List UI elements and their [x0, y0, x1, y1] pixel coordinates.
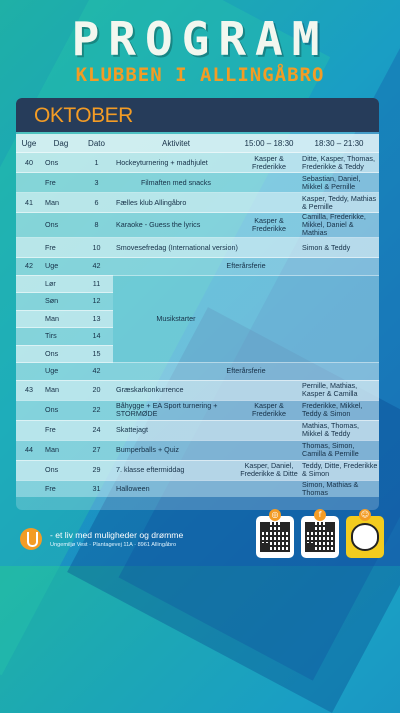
cell-late: Simon, Mathias & Thomas — [299, 480, 379, 497]
cell-late: Teddy, Ditte, Frederikke & Simon — [299, 460, 379, 480]
cell-dato: 42 — [80, 363, 113, 381]
cell-late: Camilla, Frederikke, Mikkel, Daniel & Mathias — [299, 213, 379, 238]
cell-dato: 8 — [80, 213, 113, 238]
cell-late: Pernille, Mathias, Kasper & Camilla — [299, 380, 379, 400]
musikstarter-cell: Musikstarter — [113, 275, 239, 363]
cell-dag: Man — [42, 193, 80, 213]
cell-early: Kasper & Frederikke — [239, 213, 299, 238]
table-row — [16, 480, 379, 497]
cell-uge: 43 — [16, 380, 42, 400]
table-row — [16, 400, 379, 420]
cell-aktivitet: Halloween — [113, 480, 239, 497]
program-panel — [16, 98, 379, 510]
cell-uge: 40 — [16, 153, 42, 173]
cell-uge — [16, 420, 42, 440]
month-header — [16, 98, 379, 132]
table-row — [16, 258, 379, 276]
cell-uge — [16, 238, 42, 258]
cell-dato: 13 — [80, 310, 113, 328]
cell-dag: Uge — [42, 363, 80, 381]
column-header-uge: Uge — [16, 134, 42, 153]
cell-early — [239, 238, 299, 258]
cell-dag: Uge — [42, 258, 80, 276]
table-row — [16, 363, 379, 381]
table-row — [16, 460, 379, 480]
cell-late: Ditte, Kasper, Thomas, Frederikke & Teddy — [299, 153, 379, 173]
empty-merged-cell — [299, 275, 379, 363]
table-row — [16, 238, 379, 258]
cell-early — [239, 480, 299, 497]
empty-merged-cell — [239, 275, 299, 363]
cell-early: Kasper & Frederikke — [239, 400, 299, 420]
cell-dato: 15 — [80, 345, 113, 363]
cell-early — [239, 420, 299, 440]
cell-dag: Tirs — [42, 328, 80, 346]
page-subtitle: KLUBBEN I ALLINGÅBRO — [75, 64, 325, 86]
page-title: PROGRAM — [71, 12, 329, 66]
cell-uge — [16, 480, 42, 497]
cell-dato: 10 — [80, 238, 113, 258]
table-row — [16, 420, 379, 440]
cell-aktivitet: Fælles klub Allingåbro — [113, 193, 239, 213]
cell-uge: 44 — [16, 440, 42, 460]
cell-uge — [16, 363, 42, 381]
instagram-icon: ◎ — [269, 509, 281, 521]
cell-uge — [16, 310, 42, 328]
facebook-icon: f — [314, 509, 326, 521]
cell-uge: 42 — [16, 258, 42, 276]
cell-aktivitet: Smovesefredag (International version) — [113, 238, 239, 258]
program-table — [16, 134, 379, 497]
cell-early — [239, 380, 299, 400]
cell-dato: 27 — [80, 440, 113, 460]
qr-code-icon — [305, 522, 335, 552]
table-row — [16, 275, 379, 293]
cell-aktivitet: Skattejagt — [113, 420, 239, 440]
cell-late: Frederikke, Mikkel, Teddy & Simon — [299, 400, 379, 420]
cell-uge — [16, 173, 42, 193]
cell-dag: Ons — [42, 400, 80, 420]
cell-late: Sebastian, Daniel, Mikkel & Pernille — [299, 173, 379, 193]
cell-uge — [16, 275, 42, 293]
cell-late: Simon & Teddy — [299, 238, 379, 258]
cell-aktivitet: Hockeyturnering + madhjulet — [113, 153, 239, 173]
cell-dato: 12 — [80, 293, 113, 311]
cell-early: Kasper & Frederikke — [239, 153, 299, 173]
cell-aktivitet: Båhygge + EA Sport turnering + STORMØDE — [113, 400, 239, 420]
instagram-qr[interactable] — [256, 510, 294, 558]
column-header-dato: Dato — [80, 134, 113, 153]
cell-dato: 20 — [80, 380, 113, 400]
holiday-label: Efterårsferie — [113, 363, 379, 381]
table-row — [16, 173, 379, 193]
cell-dag: Ons — [42, 153, 80, 173]
cell-dato: 31 — [80, 480, 113, 497]
table-row — [16, 380, 379, 400]
snapchat-qr[interactable] — [346, 510, 384, 558]
cell-uge — [16, 400, 42, 420]
cell-early — [239, 440, 299, 460]
cell-dato: 42 — [80, 258, 113, 276]
cell-uge — [16, 293, 42, 311]
cell-dato: 22 — [80, 400, 113, 420]
cell-early — [239, 173, 299, 193]
table-row — [16, 193, 379, 213]
cell-aktivitet: Karaoke - Guess the lyrics — [113, 213, 239, 238]
cell-uge — [16, 345, 42, 363]
cell-dag: Man — [42, 380, 80, 400]
holiday-label: Efterårsferie — [113, 258, 379, 276]
column-header-early: 15:00 – 18:30 — [239, 134, 299, 153]
cell-aktivitet: Filmaften med snacks — [113, 173, 239, 193]
cell-dag: Fre — [42, 238, 80, 258]
qr-code-icon — [260, 522, 290, 552]
cell-dato: 29 — [80, 460, 113, 480]
snapchat-ghost-icon — [351, 523, 379, 551]
table-row — [16, 213, 379, 238]
cell-uge: 41 — [16, 193, 42, 213]
cell-dato: 14 — [80, 328, 113, 346]
cell-dag: Lør — [42, 275, 80, 293]
cell-dato: 11 — [80, 275, 113, 293]
table-row — [16, 153, 379, 173]
footer-address: Ungemiljø Vest · Plantagevej 11A · 8961 Allingåbro — [50, 542, 177, 548]
cell-dag: Man — [42, 440, 80, 460]
cell-late: Kasper, Teddy, Mathias & Pernille — [299, 193, 379, 213]
cell-dato: 6 — [80, 193, 113, 213]
cell-dato: 24 — [80, 420, 113, 440]
snapchat-icon: ☺ — [360, 510, 370, 519]
cell-dag: Søn — [42, 293, 80, 311]
column-header-aktivitet: Aktivitet — [113, 134, 239, 153]
cell-aktivitet: Græskarkonkurrence — [113, 380, 239, 400]
cell-uge — [16, 460, 42, 480]
cell-early — [239, 193, 299, 213]
cell-late: Thomas, Simon, Camilla & Pernille — [299, 440, 379, 460]
club-logo-icon — [20, 528, 42, 550]
cell-dato: 1 — [80, 153, 113, 173]
table-header-row — [16, 134, 379, 153]
cell-dag: Man — [42, 310, 80, 328]
cell-uge — [16, 328, 42, 346]
cell-dag: Fre — [42, 173, 80, 193]
cell-uge — [16, 213, 42, 238]
cell-dato: 3 — [80, 173, 113, 193]
cell-aktivitet: Bumperballs + Quiz — [113, 440, 239, 460]
column-header-dag: Dag — [42, 134, 80, 153]
footer-slogan: - et liv med muligheder og drømme — [50, 530, 184, 540]
cell-dag: Ons — [42, 460, 80, 480]
column-header-late: 18:30 – 21:30 — [299, 134, 379, 153]
cell-dag: Ons — [42, 213, 80, 238]
cell-dag: Fre — [42, 420, 80, 440]
cell-dag: Ons — [42, 345, 80, 363]
cell-aktivitet: 7. klasse eftermiddag — [113, 460, 239, 480]
facebook-qr[interactable] — [301, 510, 339, 558]
cell-early: Kasper, Daniel, Frederikke & Ditte — [240, 461, 298, 478]
cell-late: Mathias, Thomas, Mikkel & Teddy — [299, 420, 379, 440]
month-label: OKTOBER — [34, 104, 133, 127]
cell-dag: Fre — [42, 480, 80, 497]
table-row — [16, 440, 379, 460]
